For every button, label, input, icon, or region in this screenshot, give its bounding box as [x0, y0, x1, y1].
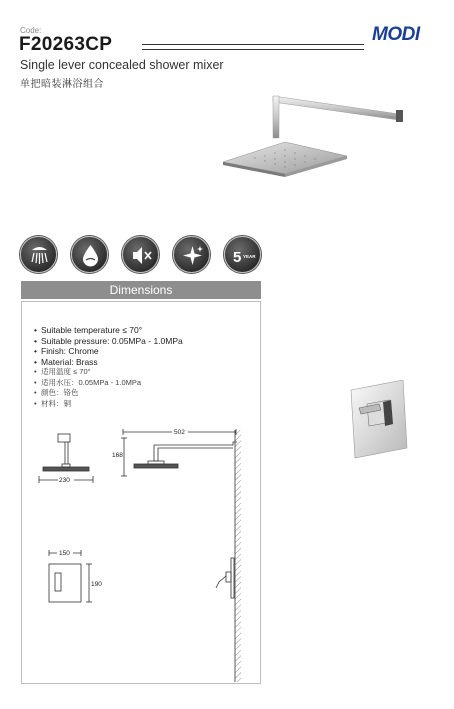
water-drop-icon	[71, 236, 108, 273]
product-code: F20263CP	[19, 34, 113, 55]
spec-item-zh: • 材料：铜	[34, 398, 71, 408]
shower-head-image	[215, 90, 415, 180]
dimensions-header: Dimensions	[21, 281, 261, 299]
technical-drawing	[21, 400, 261, 684]
warranty-text: YEAR	[243, 254, 256, 259]
plate-height-label: 190	[91, 581, 102, 588]
spec-item-zh: • 适用温度 ≤ 70°	[34, 367, 91, 376]
spec-item: • Finish: Chrome	[34, 346, 99, 356]
spec-item: • Material: Brass	[34, 356, 98, 367]
warranty-number: 5	[233, 249, 242, 266]
subtitle-chinese: 单把暗装淋浴组合	[20, 79, 104, 90]
subtitle-english: Single lever concealed shower mixer	[20, 58, 224, 72]
mixer-image	[345, 380, 415, 460]
feature-icons-row	[20, 236, 270, 274]
shower-spray-icon	[20, 236, 57, 273]
five-year-warranty-icon	[224, 236, 261, 273]
brand-logo: MODI	[372, 24, 420, 45]
title-rule	[142, 44, 364, 50]
sparkle-icon	[173, 236, 210, 273]
spec-item-zh: • 适用水压：0.05MPa - 1.0MPa	[34, 377, 142, 387]
spec-item: • Suitable pressure: 0.05MPa - 1.0MPa	[34, 335, 183, 346]
code-label: Code:	[20, 26, 42, 35]
spec-list	[34, 325, 183, 409]
spec-item: • Suitable temperature ≤ 70°	[34, 325, 143, 335]
spec-item-zh: • 颜色：铬色	[34, 388, 79, 397]
plate-width-label: 150	[59, 550, 70, 557]
mute-speaker-icon	[122, 236, 159, 273]
arm-length-label: 502	[174, 429, 185, 436]
arm-drop-label: 168	[112, 452, 123, 459]
head-width-label: 230	[59, 477, 70, 484]
